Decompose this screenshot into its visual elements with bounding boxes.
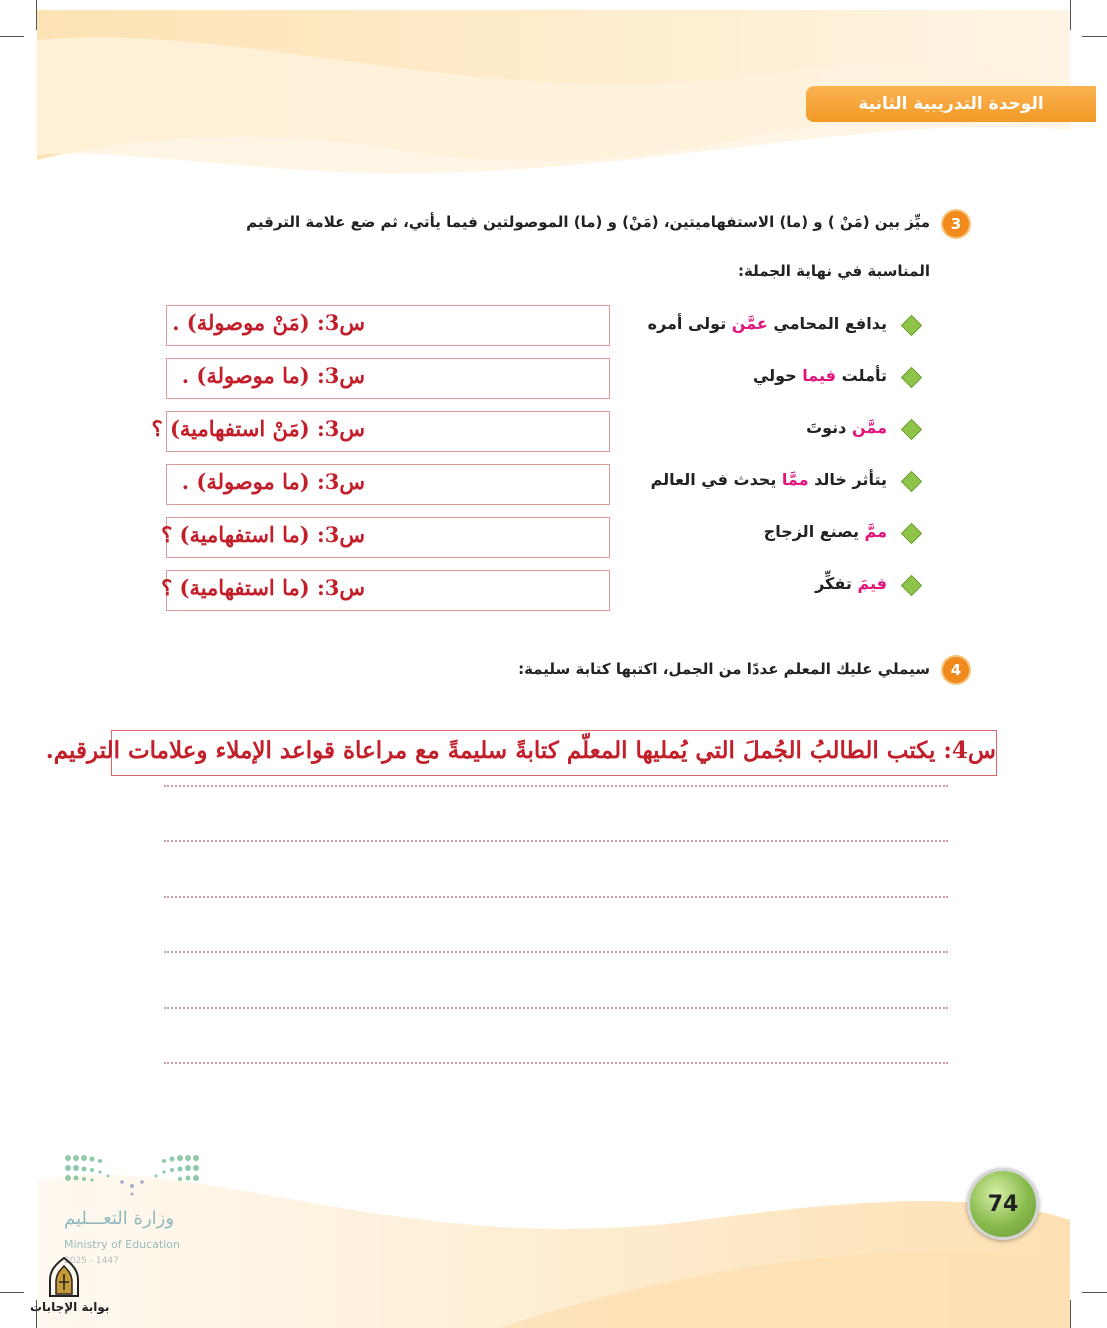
lantern-logo-icon [44, 1256, 84, 1300]
sentence-item: فيمَ تفكِّر [815, 574, 887, 593]
crop-mark [1082, 1292, 1107, 1293]
ministry-logo-icon [62, 1150, 202, 1200]
crop-mark [0, 36, 24, 37]
crop-mark [1082, 36, 1107, 37]
question-3-instruction: ميِّز بين (مَنْ ) و (ما) الاستفهاميتين، (مَنْ) و (ما) الموصولتين فيما يأتي، ثم ضع علامة الترقيم [246, 213, 930, 231]
answer-box[interactable] [161, 570, 610, 611]
answer-text: س3: (ما موصولة) . [181, 469, 365, 494]
writing-line[interactable] [164, 896, 948, 898]
answer-box[interactable] [161, 517, 610, 558]
sentence-item: ممَّن دنوتَ [806, 418, 887, 437]
page-number: 74 [987, 1191, 1019, 1217]
crop-mark [36, 0, 37, 30]
answer-text: س3: (مَنْ موصولة) . [172, 310, 365, 335]
question-3-instruction-line2: المناسبة في نهاية الجملة: [738, 262, 930, 280]
crop-mark [0, 1292, 24, 1293]
question-4-instruction: سيملي عليك المعلم عددًا من الجمل، اكتبها كتابة سليمة: [518, 660, 930, 678]
crop-mark [1070, 1300, 1071, 1328]
page-number-badge [967, 1168, 1039, 1240]
sentence-item: يتأثر خالد ممَّا يحدث في العالم [650, 470, 887, 489]
answer-box[interactable] [166, 464, 610, 505]
answer-box[interactable] [166, 358, 610, 399]
sentence-item: يدافع المحامي عمَّن تولى أمره [647, 314, 887, 333]
answer-text: س3: (ما استفهامية) ؟ [161, 522, 365, 547]
site-name: بوابة الإجابات [30, 1300, 110, 1314]
question-4-number: 4 [943, 657, 969, 683]
question-4-answer-box[interactable] [45, 730, 997, 776]
unit-title-tab [806, 86, 1096, 122]
answer-text: س3: (مَنْ استفهامية) ؟ [151, 416, 365, 441]
ministry-name-english: Ministry of Education [64, 1238, 181, 1251]
answer-box[interactable] [151, 411, 610, 452]
writing-line[interactable] [164, 1007, 948, 1009]
ministry-years: 2025 - 1447 [64, 1256, 119, 1266]
sentence-item: ممَّ يصنع الزجاج [763, 522, 887, 541]
answer-text: س3: (ما موصولة) . [181, 363, 365, 388]
ministry-name-arabic: وزارة التعـــليم [64, 1208, 175, 1229]
question-3-number: 3 [943, 211, 969, 237]
question-4-answer: س4: يكتب الطالبُ الجُملَ التي يُمليها المعلّم كتابةً سليمةً مع مراعاة قواعد الإملاء وعلامات الترقيم. [45, 737, 996, 764]
crop-mark [1070, 0, 1071, 30]
writing-line[interactable] [164, 951, 948, 953]
answer-text: س3: (ما استفهامية) ؟ [161, 575, 365, 600]
sentence-item: تأملت فيما حولي [752, 366, 887, 385]
writing-line[interactable] [164, 785, 948, 787]
unit-title: الوحدة التدريبية الثانية [858, 94, 1044, 114]
writing-line[interactable] [164, 840, 948, 842]
answer-box[interactable] [166, 305, 610, 346]
writing-line[interactable] [164, 1062, 948, 1064]
